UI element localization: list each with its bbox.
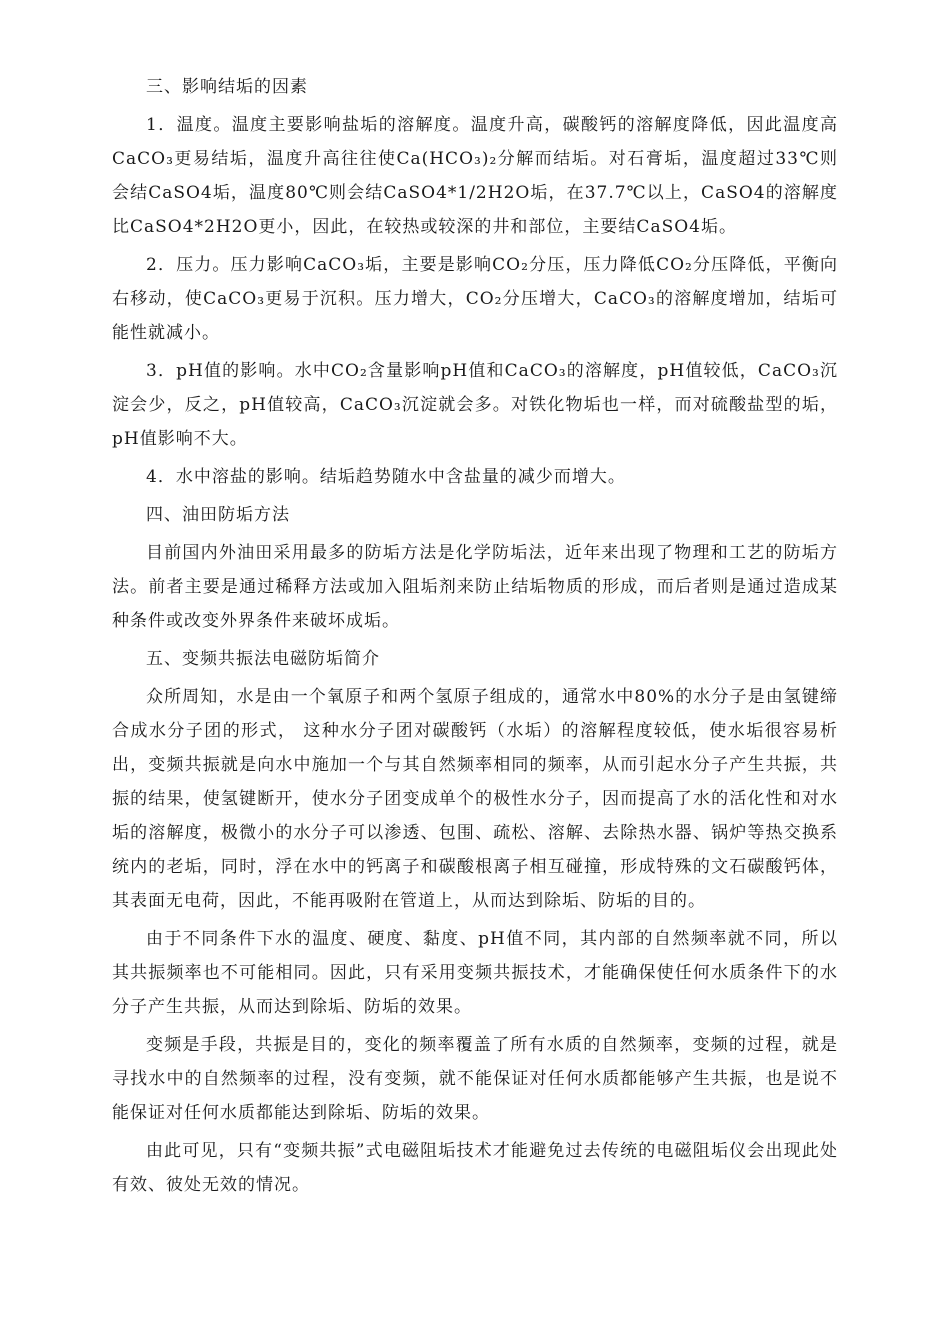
section-scale-prevention	[112, 498, 838, 638]
paragraph-frequency-means: 变频是手段，共振是目的，变化的频率覆盖了所有水质的自然频率，变频的过程，就是寻找水中的自然频率的过程，没有变频，就不能保证对任何水质都能够产生共振，也是说不能保证对任何水质都能达到除垢、防垢的效果。	[112, 1035, 838, 1123]
paragraph-salt: 4．水中溶盐的影响。结垢趋势随水中含盐量的减少而增大。	[146, 467, 626, 487]
paragraph-prevention-methods: 目前国内外油田采用最多的防垢方法是化学防垢法，近年来出现了物理和工艺的防垢方法。前者主要是通过稀释方法或加入阻垢剂来防止结垢物质的形成，而后者则是通过造成某种条件或改变外界条件来破坏成垢。	[112, 543, 838, 631]
section-influencing-factors	[112, 70, 838, 494]
paragraph-temperature: 1．温度。温度主要影响盐垢的溶解度。温度升高，碳酸钙的溶解度降低，因此温度高CaCO₃更易结垢，温度升高往往使Ca(HCO₃)₂分解而结垢。对石膏垢，温度超过33℃则会结CaSO4垢，温度80℃则会结CaSO4*1/2H2O垢，在37.7℃以上，CaSO4的溶解度比CaSO4*2H2O更小，因此，在较热或较深的井和部位，主要结CaSO4垢。	[112, 115, 838, 237]
paragraph-pressure: 2．压力。压力影响CaCO₃垢，主要是影响CO₂分压，压力降低CO₂分压降低，平衡向右移动，使CaCO₃更易于沉积。压力增大，CO₂分压增大，CaCO₃的溶解度增加，结垢可能性就减小。	[112, 255, 838, 343]
paragraph-conditions: 由于不同条件下水的温度、硬度、黏度、pH值不同，其内部的自然频率就不同，所以其共振频率也不可能相同。因此，只有采用变频共振技术，才能确保使任何水质条件下的水分子产生共振，从而达到除垢、防垢的效果。	[112, 929, 838, 1017]
section-heading: 四、油田防垢方法	[146, 505, 290, 525]
paragraph-ph: 3．pH值的影响。水中CO₂含量影响pH值和CaCO₃的溶解度，pH值较低，CaCO₃沉淀会少，反之，pH值较高，CaCO₃沉淀就会多。对铁化物垢也一样，而对硫酸盐型的垢，pH值影响不大。	[112, 361, 838, 449]
paragraph-conclusion: 由此可见，只有“变频共振”式电磁阻垢技术才能避免过去传统的电磁阻垢仪会出现此处有效、彼处无效的情况。	[112, 1141, 838, 1195]
section-heading: 五、变频共振法电磁防垢简介	[146, 649, 380, 669]
paragraph-water-molecules: 众所周知，水是由一个氧原子和两个氢原子组成的，通常水中80%的水分子是由氢键缔合成水分子团的形式， 这种水分子团对碳酸钙（水垢）的溶解程度较低，使水垢很容易析出，变频共振就是向水中施加一个与其自然频率相同的频率，从而引起水分子产生共振，共振的结果，使氢键断开，使水分子团变成单个的极性水分子，因而提高了水的活化性和对水垢的溶解度，极微小的水分子可以渗透、包围、疏松、溶解、去除热水器、锅炉等热交换系统内的老垢，同时，浮在水中的钙离子和碳酸根离子相互碰撞，形成特殊的文石碳酸钙体，其表面无电荷，因此，不能再吸附在管道上，从而达到除垢、防垢的目的。	[112, 687, 838, 911]
section-frequency-resonance	[112, 642, 838, 1202]
section-heading: 三、影响结垢的因素	[146, 77, 308, 97]
